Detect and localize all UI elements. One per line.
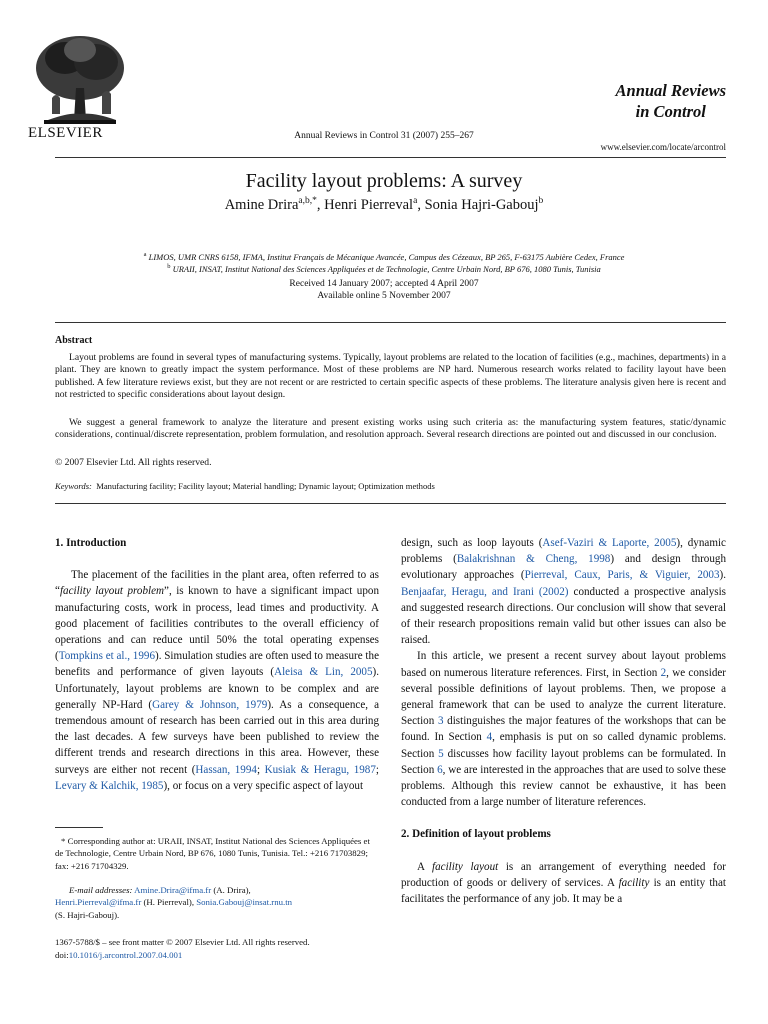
affiliation-mark: a	[143, 251, 147, 258]
publisher-logo-label: ELSEVIER	[28, 125, 103, 141]
section-heading: 1. Introduction	[55, 537, 127, 549]
available-date: Available online 5 November 2007	[317, 291, 451, 301]
author-affiliation-mark[interactable]: a	[413, 196, 418, 206]
email-link[interactable]: Sonia.Gabouj@insat.rnu.tn	[196, 897, 293, 908]
definition-paragraph: A facility layout is an arrangement of everything needed for production of goods or delivery of services. A facility is an entity that facilitates the performance of any job. It may be a	[401, 860, 726, 906]
term: facility	[618, 876, 650, 889]
citation-link[interactable]: Tompkins et al., 1996	[58, 650, 155, 663]
left-column	[55, 535, 379, 794]
section-link[interactable]: 2	[660, 666, 667, 679]
email-link[interactable]: Amine.Drira@ifma.fr	[134, 885, 212, 895]
affiliation	[0, 251, 768, 262]
journal-title	[616, 80, 726, 122]
author-affiliation-mark[interactable]: a,b,*	[298, 196, 317, 206]
citation-link[interactable]: Benjaafar, Heragu, and Irani (2002)	[401, 585, 569, 598]
issn-line: 1367-5788/$ – see front matter © 2007 Elsevier Ltd. All rights reserved.	[55, 937, 310, 947]
email-label: E-mail addresses:	[69, 885, 133, 895]
abstract-heading: Abstract	[55, 335, 93, 346]
section-link[interactable]: 3	[437, 715, 444, 728]
section-heading: 2. Definition of layout problems	[401, 828, 551, 841]
journal-title-line1: Annual Reviews	[615, 81, 726, 100]
citation-link[interactable]: Asef-Vaziri & Laporte, 2005	[542, 537, 677, 549]
abstract-bottom-rule	[55, 503, 726, 504]
citation-link[interactable]: Levary & Kalchik, 1985	[55, 779, 164, 792]
citation-link[interactable]: Aleisa & Lin, 2005	[274, 666, 373, 679]
introduction-paragraph: In this article, we present a recent survey about layout problems based on numerous literature references. First, in Section 2, we consider several possible definitions of layout problems. Then, we propose a general framework that can be used to analyze the current literature. Section 3 distinguishes the major features of the workshops that can be found. In Section 4, emphasis is put on so called dynamic problems. Section 5 discusses how facility layout problems can be formulated. In Section 6, we are interested in the approaches that are used to solve these problems. Although this review cannot be exhaustive, it has been conducted from a large number of literature references.	[401, 650, 726, 809]
corresponding-author-note: * Corresponding author at: URAII, INSAT, Institut National des Sciences Appliquées et de Technologie, Centre Urbain Nord, BP 676, 1080 Tunis, Tunisia. Tel.: +216 71703829; fax: +216 71704329.	[55, 836, 370, 871]
affiliation-text: URAII, INSAT, Institut National des Sciences Appliquées et de Technologie, Centre Urbain Nord, BP 676, 1080 Tunis, Tunisia	[172, 263, 601, 274]
abstract-copyright: © 2007 Elsevier Ltd. All rights reserved.	[55, 457, 212, 468]
section-link[interactable]: 6	[437, 763, 443, 776]
introduction-paragraph-continued: design, such as loop layouts (Asef-Vaziri & Laporte, 2005), dynamic problems (Balakrishnan & Cheng, 1998) and design through evolutionary approaches (Pierreval, Caux, Paris, & Viguier, 2003). Benjaafar, Heragu, and Irani (2002) conducted a prospective analysis and suggested research directions. Our conclusion will show that several of their research propositions remain valid but other issues can also be raised.	[401, 537, 726, 647]
footnote-rule	[55, 827, 103, 828]
author-name: Amine Drira	[224, 196, 299, 213]
author-name: Sonia Hajri-Gabouj	[424, 196, 539, 213]
journal-citation: Annual Reviews in Control 31 (2007) 255–267	[294, 131, 474, 141]
affiliation-mark: b	[167, 263, 171, 270]
email-addresses: E-mail addresses: Amine.Drira@ifma.fr (A. Drira), Henri.Pierreval@ifma.fr (H. Pierreval), Sonia.Gabouj@insat.rnu.tn (S. Hajri-Gabouj).	[55, 885, 293, 920]
header-rule	[55, 157, 726, 158]
received-date: Received 14 January 2007; accepted 4 April 2007	[289, 279, 479, 289]
article-title: Facility layout problems: A survey	[245, 170, 523, 192]
section-link[interactable]: 4	[486, 731, 493, 744]
keywords-list: Manufacturing facility; Facility layout; Material handling; Dynamic layout; Optimization methods	[96, 481, 435, 491]
abstract-top-rule	[55, 322, 726, 323]
author-list: Amine Drira$^{a,b,*}$, Henri Pierreval$^a$, Sonia Hajri-Gabouj$^b$	[224, 196, 544, 213]
term: facility layout problem	[59, 585, 165, 598]
email-link[interactable]: Henri.Pierreval@ifma.fr	[55, 897, 142, 908]
introduction-paragraph: The placement of the facilities in the plant area, often referred to as “facility layout problem”, is known to have a significant impact upon manufacturing costs, work in process, lead times and productivity. A good placement of facilities contributes to the overall efficiency of operations and can reduce until 50% the total operating expenses (Tompkins et al., 1996). Simulation studies are often used to measure the benefits and performance of given layouts (Aleisa & Lin, 2005). Unfortunately, layout problems are known to be complex and are generally NP-Hard (Garey & Johnson, 1979). As a consequence, a tremendous amount of research has been carried out in this area during the last decades. A few surveys have been published to review the different trends and research directions in this area. However, these surveys are either not recent (Hassan, 1994; Kusiak & Heragu, 1987; Levary & Kalchik, 1985), or focus on a very specific aspect of layout	[55, 569, 379, 792]
author-affiliation-mark[interactable]: b	[538, 196, 544, 206]
abstract-paragraph: Layout problems are found in several types of manufacturing systems. Typically, layout problems are related to the location of facilities (e.g., machines, departments) in a plant. They are known to greatly impact the system performance. Most of these problems are NP hard. Numerous research works related to facility layout have been published. A few literature reviews exist, but they are not recent or are restricted to certain specific aspects of these problems. The literature analysis given here is recent and not restricted to specific considerations about layout design.	[55, 352, 726, 400]
citation-link[interactable]: Pierreval, Caux, Paris, & Viguier, 2003	[524, 569, 720, 582]
doi-line: doi:10.1016/j.arcontrol.2007.04.001	[55, 950, 183, 960]
author-name: Henri Pierreval	[324, 196, 414, 213]
citation-link[interactable]: Balakrishnan & Cheng, 1998	[456, 553, 611, 566]
elsevier-tree-logo	[30, 28, 130, 138]
journal-url[interactable]: www.elsevier.com/locate/arcontrol	[600, 142, 726, 152]
section-link[interactable]: 5	[438, 747, 444, 760]
journal-title-line2: in Control	[635, 102, 706, 121]
right-column	[401, 535, 726, 907]
citation-link[interactable]: Kusiak & Heragu, 1987	[264, 763, 376, 776]
citation-link[interactable]: Hassan, 1994	[195, 763, 257, 776]
doi-link[interactable]: 10.1016/j.arcontrol.2007.04.001	[68, 950, 183, 960]
affiliation-text: LIMOS, UMR CNRS 6158, IFMA, Institut Français de Mécanique Avancée, Campus des Cézeaux, BP 265, F-63175 Aubière Cedex, France	[148, 251, 625, 262]
citation-link[interactable]: Garey & Johnson, 1979	[152, 698, 268, 711]
abstract-paragraph: We suggest a general framework to analyze the literature and present existing works using such criteria as: the manufacturing system features, static/dynamic considerations, continual/discrete representation, problem formulation, and resolution approach. Several research directions are pointed out and discussed in our conclusion.	[55, 417, 726, 441]
term: facility layout	[432, 860, 499, 873]
keywords-label: Keywords:	[55, 481, 92, 491]
keywords	[55, 481, 435, 491]
affiliation	[0, 263, 768, 274]
